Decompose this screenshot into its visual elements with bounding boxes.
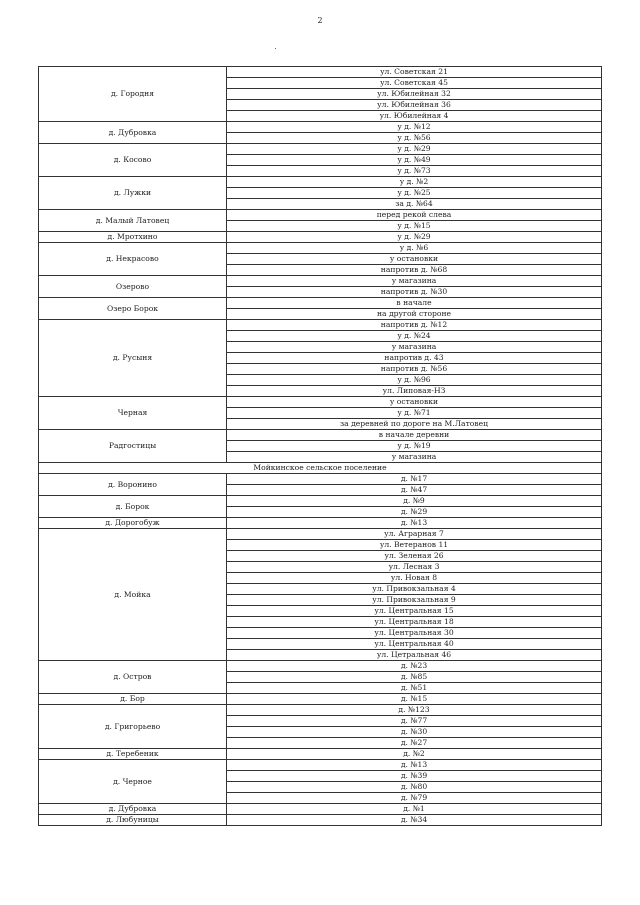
collection-point-location: д. №30	[227, 727, 602, 738]
table-row	[39, 144, 602, 155]
collection-point-location: у д. №29	[227, 232, 602, 243]
collection-point-location: ул. Зеленая 26	[227, 551, 602, 562]
collection-point-location: д. №51	[227, 683, 602, 694]
collection-point-location: у д. №2	[227, 177, 602, 188]
collection-point-location: за д. №64	[227, 199, 602, 210]
table-section-a	[39, 67, 602, 463]
collection-point-location: напротив д. №68	[227, 265, 602, 276]
collection-point-location: напротив д. №56	[227, 364, 602, 375]
collection-point-location: д. №34	[227, 815, 602, 826]
collection-point-location: д. №47	[227, 485, 602, 496]
table-row	[39, 760, 602, 771]
collection-point-location: д. №9	[227, 496, 602, 507]
collection-point-location: ул. Аграрная 7	[227, 529, 602, 540]
table-row	[39, 694, 602, 705]
collection-point-location: ул. Юбилейная 32	[227, 89, 602, 100]
collection-point-location: д. №2	[227, 749, 602, 760]
collection-point-location: в начале деревни	[227, 430, 602, 441]
table-section-header	[39, 463, 602, 474]
collection-point-location: ул. Советская 45	[227, 78, 602, 89]
settlement-name: д. Остров	[39, 661, 227, 694]
settlement-name: Черная	[39, 397, 227, 430]
settlement-name: д. Теребеник	[39, 749, 227, 760]
collection-point-location: у остановки	[227, 397, 602, 408]
collection-point-location: ул. Центральная 40	[227, 639, 602, 650]
table-row	[39, 232, 602, 243]
section-header-row	[39, 463, 602, 474]
collection-point-location: у д. №24	[227, 331, 602, 342]
table-row	[39, 661, 602, 672]
collection-point-location: ул. Юбилейная 36	[227, 100, 602, 111]
collection-point-location: у д. №15	[227, 221, 602, 232]
collection-point-location: д. №1	[227, 804, 602, 815]
table-row	[39, 276, 602, 287]
collection-point-location: у д. №19	[227, 441, 602, 452]
collection-point-location: д. №85	[227, 672, 602, 683]
collection-point-location: в начале	[227, 298, 602, 309]
collection-point-location: ул. Центральная 30	[227, 628, 602, 639]
table-row	[39, 298, 602, 309]
collection-points-table	[38, 66, 602, 826]
collection-point-location: у д. №49	[227, 155, 602, 166]
collection-point-location: д. №13	[227, 518, 602, 529]
collection-point-location: д. №23	[227, 661, 602, 672]
collection-point-location: у д. №29	[227, 144, 602, 155]
table-row	[39, 430, 602, 441]
table-row	[39, 518, 602, 529]
collection-point-location: у д. №71	[227, 408, 602, 419]
table-row	[39, 67, 602, 78]
collection-point-location: за деревней по дороге на М.Латовец	[227, 419, 602, 430]
table-row	[39, 529, 602, 540]
table-row	[39, 122, 602, 133]
settlement-name: д. Малый Латовец	[39, 210, 227, 232]
collection-point-location: у д. №25	[227, 188, 602, 199]
collection-point-location: у магазина	[227, 452, 602, 463]
collection-point-location: д. №80	[227, 782, 602, 793]
settlement-name: д. Лужки	[39, 177, 227, 210]
settlement-name: д. Бор	[39, 694, 227, 705]
collection-point-location: д. №79	[227, 793, 602, 804]
table-row	[39, 210, 602, 221]
collection-point-location: д. №39	[227, 771, 602, 782]
settlement-name: д. Григорьево	[39, 705, 227, 749]
table-row	[39, 397, 602, 408]
collection-point-location: ул. Привокзальная 9	[227, 595, 602, 606]
settlement-name: д. Городня	[39, 67, 227, 122]
collection-point-location: ул. Центральная 18	[227, 617, 602, 628]
collection-point-location: у д. №73	[227, 166, 602, 177]
settlement-name: д. Некрасово	[39, 243, 227, 276]
settlement-name: д. Дорогобуж	[39, 518, 227, 529]
collection-point-location: напротив д. 43	[227, 353, 602, 364]
table-row	[39, 177, 602, 188]
settlement-name: Озеро Борок	[39, 298, 227, 320]
settlement-name: д. Любуницы	[39, 815, 227, 826]
settlement-name: д. Дубровка	[39, 122, 227, 144]
collection-point-location: ул. Юбилейная 4	[227, 111, 602, 122]
settlement-name: д. Воронино	[39, 474, 227, 496]
collection-point-location: д. №123	[227, 705, 602, 716]
settlement-name: д. Мротхино	[39, 232, 227, 243]
collection-point-location: ул. Привокзальная 4	[227, 584, 602, 595]
collection-point-location: д. №27	[227, 738, 602, 749]
collection-point-location: д. №29	[227, 507, 602, 518]
settlement-name: д. Борок	[39, 496, 227, 518]
page-number: 2	[317, 16, 323, 25]
collection-point-location: ул. Советская 21	[227, 67, 602, 78]
collection-point-location: у остановки	[227, 254, 602, 265]
table-row	[39, 474, 602, 485]
collection-point-location: на другой стороне	[227, 309, 602, 320]
collection-point-location: у д. №12	[227, 122, 602, 133]
collection-point-location: перед рекой слева	[227, 210, 602, 221]
table-row	[39, 320, 602, 331]
collection-point-location: ул. Липовая-НЗ	[227, 386, 602, 397]
collection-point-location: напротив д. №12	[227, 320, 602, 331]
section-title: Мойкинское сельское поселение	[39, 463, 602, 474]
collection-point-location: ул. Лесная 3	[227, 562, 602, 573]
collection-point-location: у магазина	[227, 342, 602, 353]
settlement-name: Озерово	[39, 276, 227, 298]
settlement-name: д. Мойка	[39, 529, 227, 661]
table-row	[39, 749, 602, 760]
collection-point-location: у д. №96	[227, 375, 602, 386]
collection-point-location: ул. Ветеранов 11	[227, 540, 602, 551]
settlement-name: д. Дубровка	[39, 804, 227, 815]
collection-point-location: д. №15	[227, 694, 602, 705]
table-section-b	[39, 474, 602, 826]
table-row	[39, 804, 602, 815]
table-row	[39, 705, 602, 716]
collection-point-location: д. №13	[227, 760, 602, 771]
table-row	[39, 243, 602, 254]
settlement-name: д. Косово	[39, 144, 227, 177]
collection-point-location: напротив д. №30	[227, 287, 602, 298]
table-row	[39, 815, 602, 826]
collection-point-location: у магазина	[227, 276, 602, 287]
collection-point-location: д. №17	[227, 474, 602, 485]
settlement-name: д. Русыня	[39, 320, 227, 397]
settlement-name: Радгостицы	[39, 430, 227, 463]
scan-speck	[275, 48, 276, 49]
collection-point-location: д. №77	[227, 716, 602, 727]
settlement-name: д. Черное	[39, 760, 227, 804]
table-row	[39, 496, 602, 507]
collection-point-location: у д. №56	[227, 133, 602, 144]
collection-point-location: ул. Центральная 15	[227, 606, 602, 617]
collection-point-location: у д. №6	[227, 243, 602, 254]
collection-point-location: ул. Цетральная 46	[227, 650, 602, 661]
collection-point-location: ул. Новая 8	[227, 573, 602, 584]
